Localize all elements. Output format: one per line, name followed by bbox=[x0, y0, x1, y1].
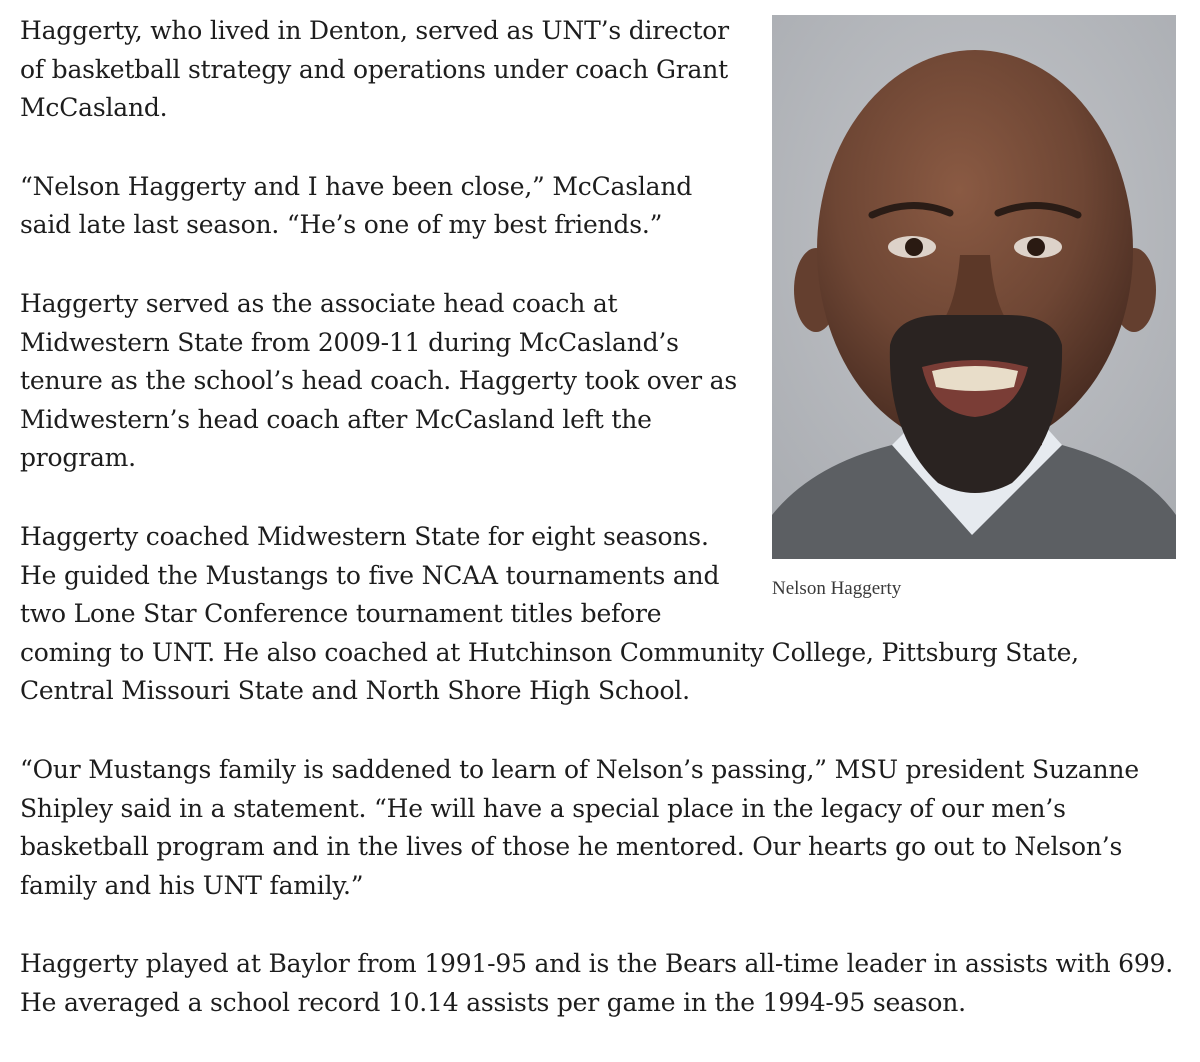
paragraph-4: Haggerty coached Midwestern State for eight seasons. He guided the Mustangs to five NCAA tournaments and two Lone Star Conference tournament titles before coming to UNT. He also coached at Hutchinson Community College, Pittsburg State, Central Missouri State and North Shore High School. bbox=[20, 521, 1079, 706]
paragraph-3: Haggerty served as the associate head coach at Midwestern State from 2009-11 during McCasland’s tenure as the school’s head coach. Haggerty took over as Midwestern’s head coach after McCasland left the program. bbox=[20, 288, 737, 473]
portrait-figure bbox=[772, 15, 1176, 601]
portrait-illustration bbox=[772, 15, 1176, 559]
photo-caption: Nelson Haggerty bbox=[772, 578, 902, 599]
paragraph-6: Haggerty played at Baylor from 1991-95 and is the Bears all-time leader in assists with 699. He averaged a school record 10.14 assists per game in the 1994-95 season. bbox=[20, 949, 1173, 1017]
portrait-photo bbox=[772, 15, 1176, 559]
paragraph-1: Haggerty, who lived in Denton, served as UNT’s director of basketball strategy and operations under coach Grant McCasland. bbox=[20, 16, 729, 123]
article-body bbox=[20, 12, 1180, 1062]
paragraph-5: “Our Mustangs family is saddened to learn of Nelson’s passing,” MSU president Suzanne Shipley said in a statement. “He will have a special place in the legacy of our men’s basketball program and in the lives of those he mentored. Our hearts go out to Nelson’s family and his UNT family.” bbox=[20, 754, 1139, 900]
paragraph-2: “Nelson Haggerty and I have been close,” McCasland said late last season. “He’s one of my best friends.” bbox=[20, 171, 693, 240]
